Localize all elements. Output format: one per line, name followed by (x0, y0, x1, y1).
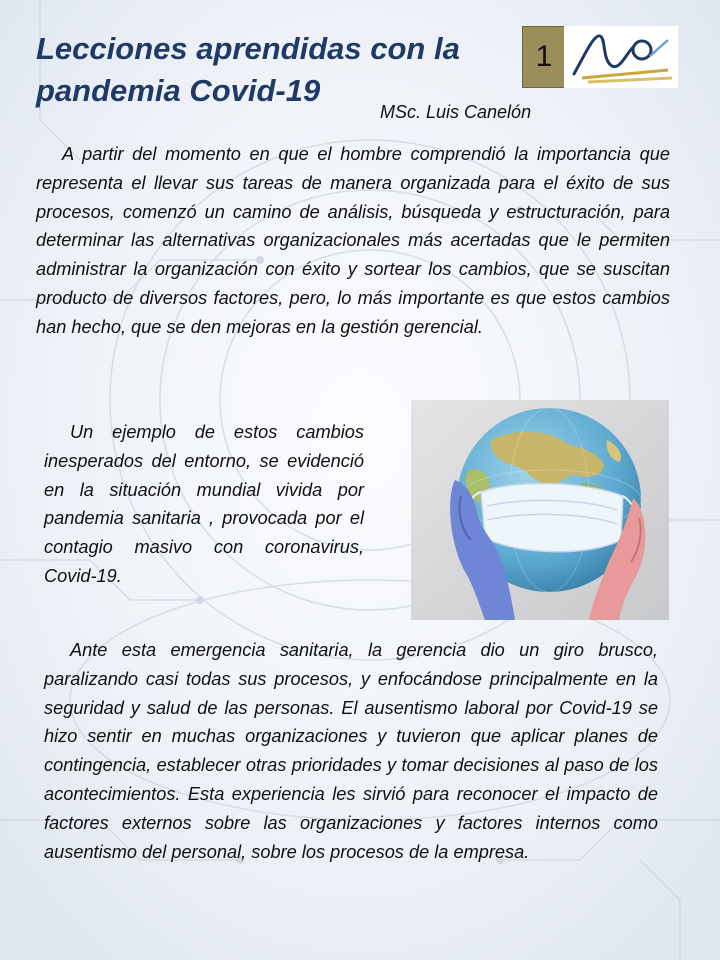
logo-icon (564, 26, 678, 88)
page-title: Lecciones aprendidas con la pandemia Covid-19 (36, 31, 460, 108)
paragraph-example: Un ejemplo de estos cambios inesperados del entorno, se evidenció en la situación mundial vivida por pandemia sanitaria , provocada por el contagio masivo con coronavirus, Covid-19. (44, 422, 364, 586)
globe-with-mask-icon (411, 400, 669, 620)
page-number-badge: 1 (522, 26, 566, 88)
author-name: MSc. Luis Canelón (380, 102, 532, 122)
paragraph-emergency: Ante esta emergencia sanitaria, la gerencia dio un giro brusco, paralizando casi todas sus procesos, y enfocándose principalmente en la seguridad y salud de las personas. El ausentismo laboral por Covid-19 se hizo sentir en muchas organizaciones y tuvieron que aplicar planes de contingencia, establecer otras prioridades y tomar decisiones al paso de los acontecimientos. Esta experiencia les sirvió para reconocer el impacto de factores externos sobre las organizaciones y factores internos como ausentismo del personal, sobre los procesos de la empresa. (44, 640, 658, 862)
paragraph-intro: A partir del momento en que el hombre comprendió la importancia que representa el llevar sus tareas de manera organizada para el éxito de sus procesos, comenzó un camino de análisis, búsqueda y estructuración, para determinar las alternativas organizacionales más acertadas que le permiten administrar la organización con éxito y sortear los cambios, que se suscitan producto de diversos factores, pero, lo más importante es que estos cambios han hecho, que se den mejoras en la gestión gerencial. (36, 144, 670, 337)
